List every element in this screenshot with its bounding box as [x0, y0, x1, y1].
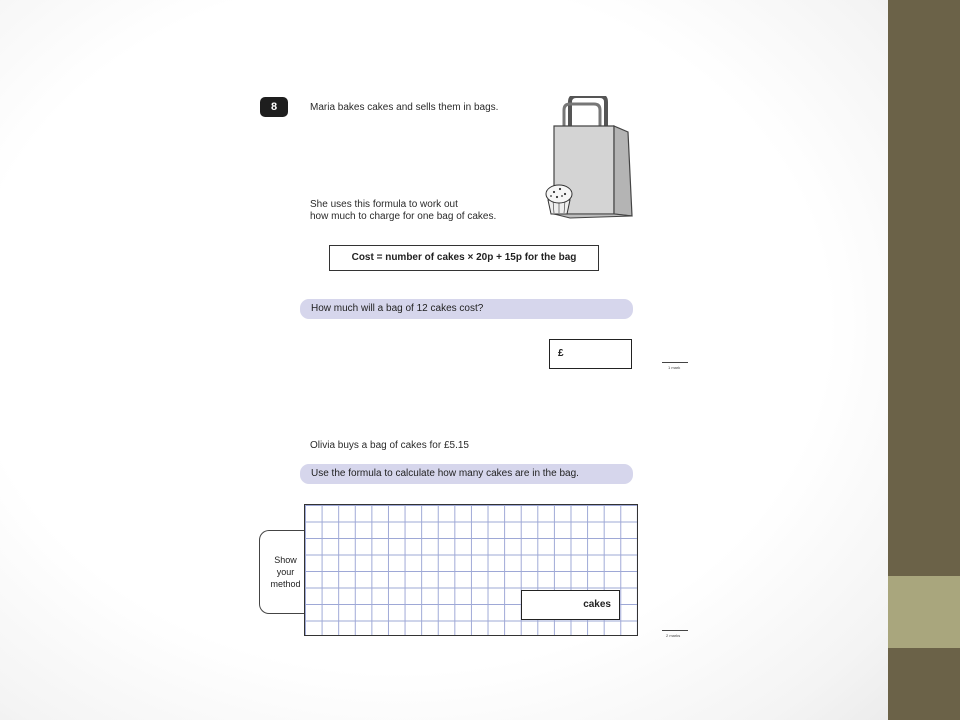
side-bar-top	[888, 0, 960, 576]
formula-intro-line-1: She uses this formula to work out	[310, 199, 458, 210]
cupcake-icon	[546, 185, 572, 214]
method-label-line-3: method	[270, 579, 301, 589]
part-b-mark-line	[662, 630, 688, 631]
part-b-intro: Olivia buys a bag of cakes for £5.15	[310, 440, 469, 451]
method-label-line-1: Show	[274, 555, 297, 565]
cakes-unit-label: cakes	[583, 599, 611, 610]
part-a-marks: 1 mark	[668, 365, 681, 370]
part-a-answer-box[interactable]	[549, 339, 632, 369]
side-bar-bottom	[888, 648, 960, 720]
method-label-line-2: your	[276, 567, 295, 577]
paper-bag-icon	[540, 96, 640, 222]
part-b-answer-box[interactable]	[521, 590, 620, 620]
part-a-prompt: How much will a bag of 12 cakes cost?	[300, 299, 633, 319]
formula-box: Cost = number of cakes × 20p + 15p for the bag	[329, 245, 599, 271]
side-bar-middle	[888, 576, 960, 648]
part-b-marks: 2 marks	[666, 633, 681, 638]
formula-intro-line-2: how much to charge for one bag of cakes.	[310, 211, 497, 222]
part-a-mark-line	[662, 362, 688, 363]
question-number: 8	[260, 97, 288, 117]
question-intro: Maria bakes cakes and sells them in bags.	[310, 102, 499, 113]
pound-sign: £	[558, 348, 564, 359]
part-b-prompt: Use the formula to calculate how many cakes are in the bag.	[300, 464, 633, 484]
